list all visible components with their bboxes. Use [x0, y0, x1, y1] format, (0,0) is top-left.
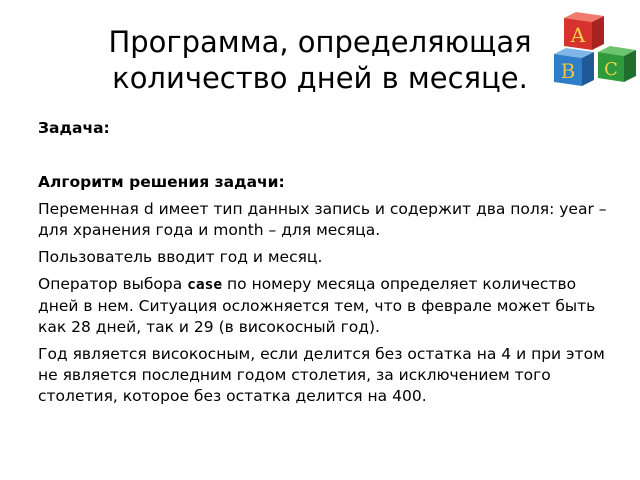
abc-toy-blocks-icon	[540, 8, 640, 86]
paragraph-case	[38, 274, 608, 338]
slide-title-line-1: Программа, определяющая	[108, 25, 532, 59]
algorithm-label: Алгоритм решения задачи:	[38, 173, 285, 191]
case-text-before: Оператор выбора	[38, 275, 188, 293]
paragraph-leap-year: Год является високосным, если делится без остатка на 4 и при этом не является последним годом столетия, за исключением того столетия, которое без остатка делится на 400.	[38, 345, 605, 405]
abc-blocks-image	[540, 8, 640, 86]
slide-content	[38, 118, 608, 413]
case-keyword: case	[187, 277, 223, 293]
letter-c: C	[604, 59, 618, 80]
task-label: Задача:	[38, 119, 110, 137]
letter-b: B	[560, 59, 576, 83]
case-text-after: по номеру месяца определяет количество дней в нем. Ситуация осложняется тем, что в феврале может быть как 28 дней, так и 29 (в високосный год).	[38, 275, 596, 336]
letter-a: A	[570, 23, 586, 47]
paragraph-input: Пользователь вводит год и месяц.	[38, 248, 323, 266]
slide-title-line-2: количество дней в месяце.	[112, 61, 528, 95]
paragraph-variable: Переменная d имеет тип данных запись и содержит два поля: year – для хранения года и month – для месяца.	[38, 200, 607, 239]
